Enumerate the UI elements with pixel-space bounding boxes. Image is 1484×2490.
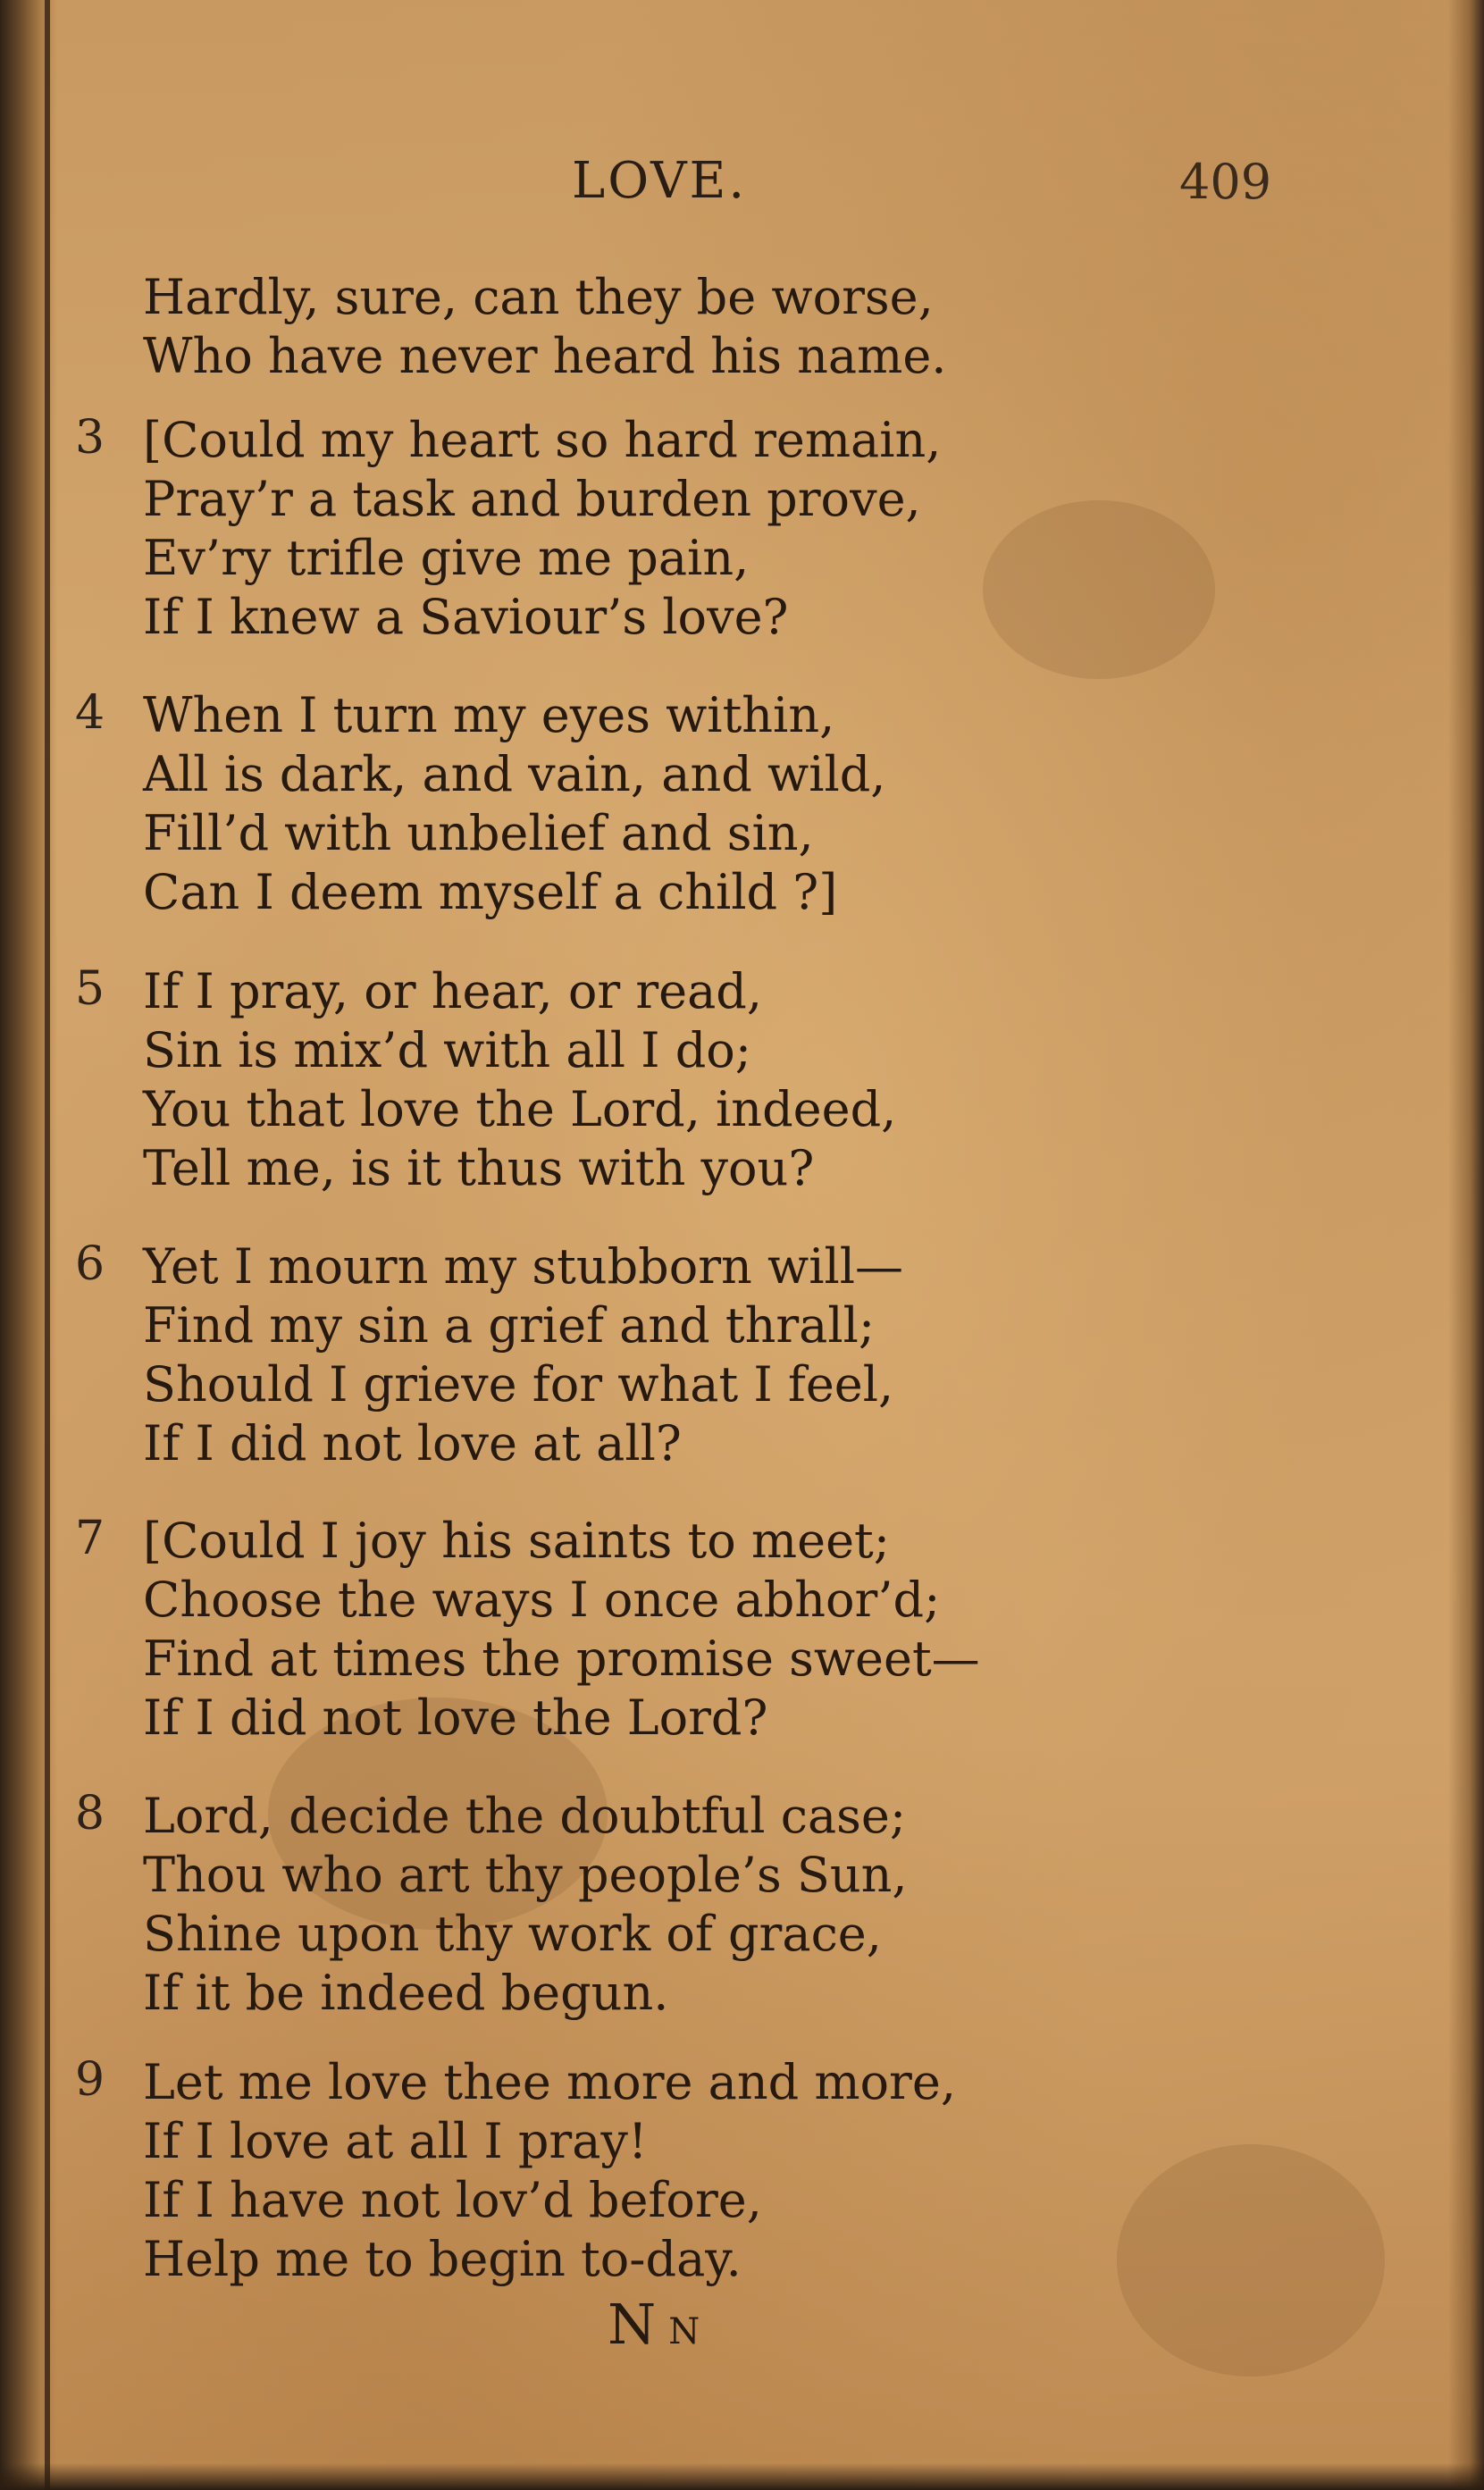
verse-line: Tell me, is it thus with you? (143, 1140, 815, 1196)
paper-stain (1117, 2144, 1385, 2377)
running-title: LOVE. (572, 152, 748, 210)
verse-line: [Could my heart so hard remain, (143, 412, 942, 468)
verse-line: Help me to begin to-day. (143, 2231, 742, 2287)
verse-line: Lord, decide the doubtful case; (143, 1788, 907, 1844)
verse-line: If I knew a Saviour’s love? (143, 589, 789, 645)
verse-line: Hardly, sure, can they be worse, (143, 269, 934, 325)
verse-number: 5 (75, 962, 105, 1016)
verse-line: Fill’d with unbelief and sin, (143, 805, 814, 861)
verse-line: If I have not lov’d before, (143, 2172, 762, 2228)
verse-line: You that love the Lord, indeed, (143, 1081, 897, 1137)
verse-line: If I did not love at all? (143, 1415, 682, 1471)
verse-line: Shine upon thy work of grace, (143, 1906, 882, 1962)
verse-line: Thou who art thy people’s Sun, (143, 1847, 908, 1903)
verse-line: If I did not love the Lord? (143, 1689, 768, 1746)
verse-line: Sin is mix’d with all I do; (143, 1022, 751, 1078)
page-header (0, 152, 1484, 223)
verse-number: 7 (75, 1512, 105, 1565)
verse-number: 6 (75, 1237, 105, 1291)
verse-line: Choose the ways I once abhor’d; (143, 1572, 941, 1628)
verse-line: Should I grieve for what I feel, (143, 1356, 894, 1413)
verse-line: When I turn my eyes within, (143, 687, 835, 743)
signature-letter: N (608, 2292, 657, 2357)
verse-line: If I pray, or hear, or read, (143, 963, 763, 1019)
page-bottom-edge (0, 2463, 1484, 2490)
verse-number: 8 (75, 1787, 105, 1840)
verse-line: Let me love thee more and more, (143, 2054, 956, 2110)
page-number: 409 (1179, 154, 1272, 210)
verse-line: If it be indeed begun. (143, 1965, 669, 2021)
verse-line: Yet I mourn my stubborn will— (143, 1238, 904, 1295)
verse-line: All is dark, and vain, and wild, (143, 746, 886, 802)
verse-line: Can I deem myself a child ?] (143, 864, 838, 920)
verse-line: Who have never heard his name. (143, 328, 947, 384)
verse-number: 3 (75, 411, 105, 465)
page-right-edge (1448, 0, 1484, 2490)
verse-line: Ev’ry trifle give me pain, (143, 530, 750, 586)
verse-number: 4 (75, 686, 105, 740)
paper-stain (983, 500, 1215, 679)
verse-line: Find my sin a grief and thrall; (143, 1297, 876, 1354)
verse-line: Pray’r a task and burden prove, (143, 471, 921, 527)
verse-line: [Could I joy his saints to meet; (143, 1513, 890, 1569)
verse-line: Find at times the promise sweet— (143, 1631, 980, 1687)
verse-number: 9 (75, 2053, 105, 2107)
verse-line: If I love at all I pray! (143, 2113, 648, 2169)
signature-mark (608, 2292, 700, 2357)
binding-gutter-line (45, 0, 50, 2490)
signature-small-letter: N (668, 2311, 700, 2352)
